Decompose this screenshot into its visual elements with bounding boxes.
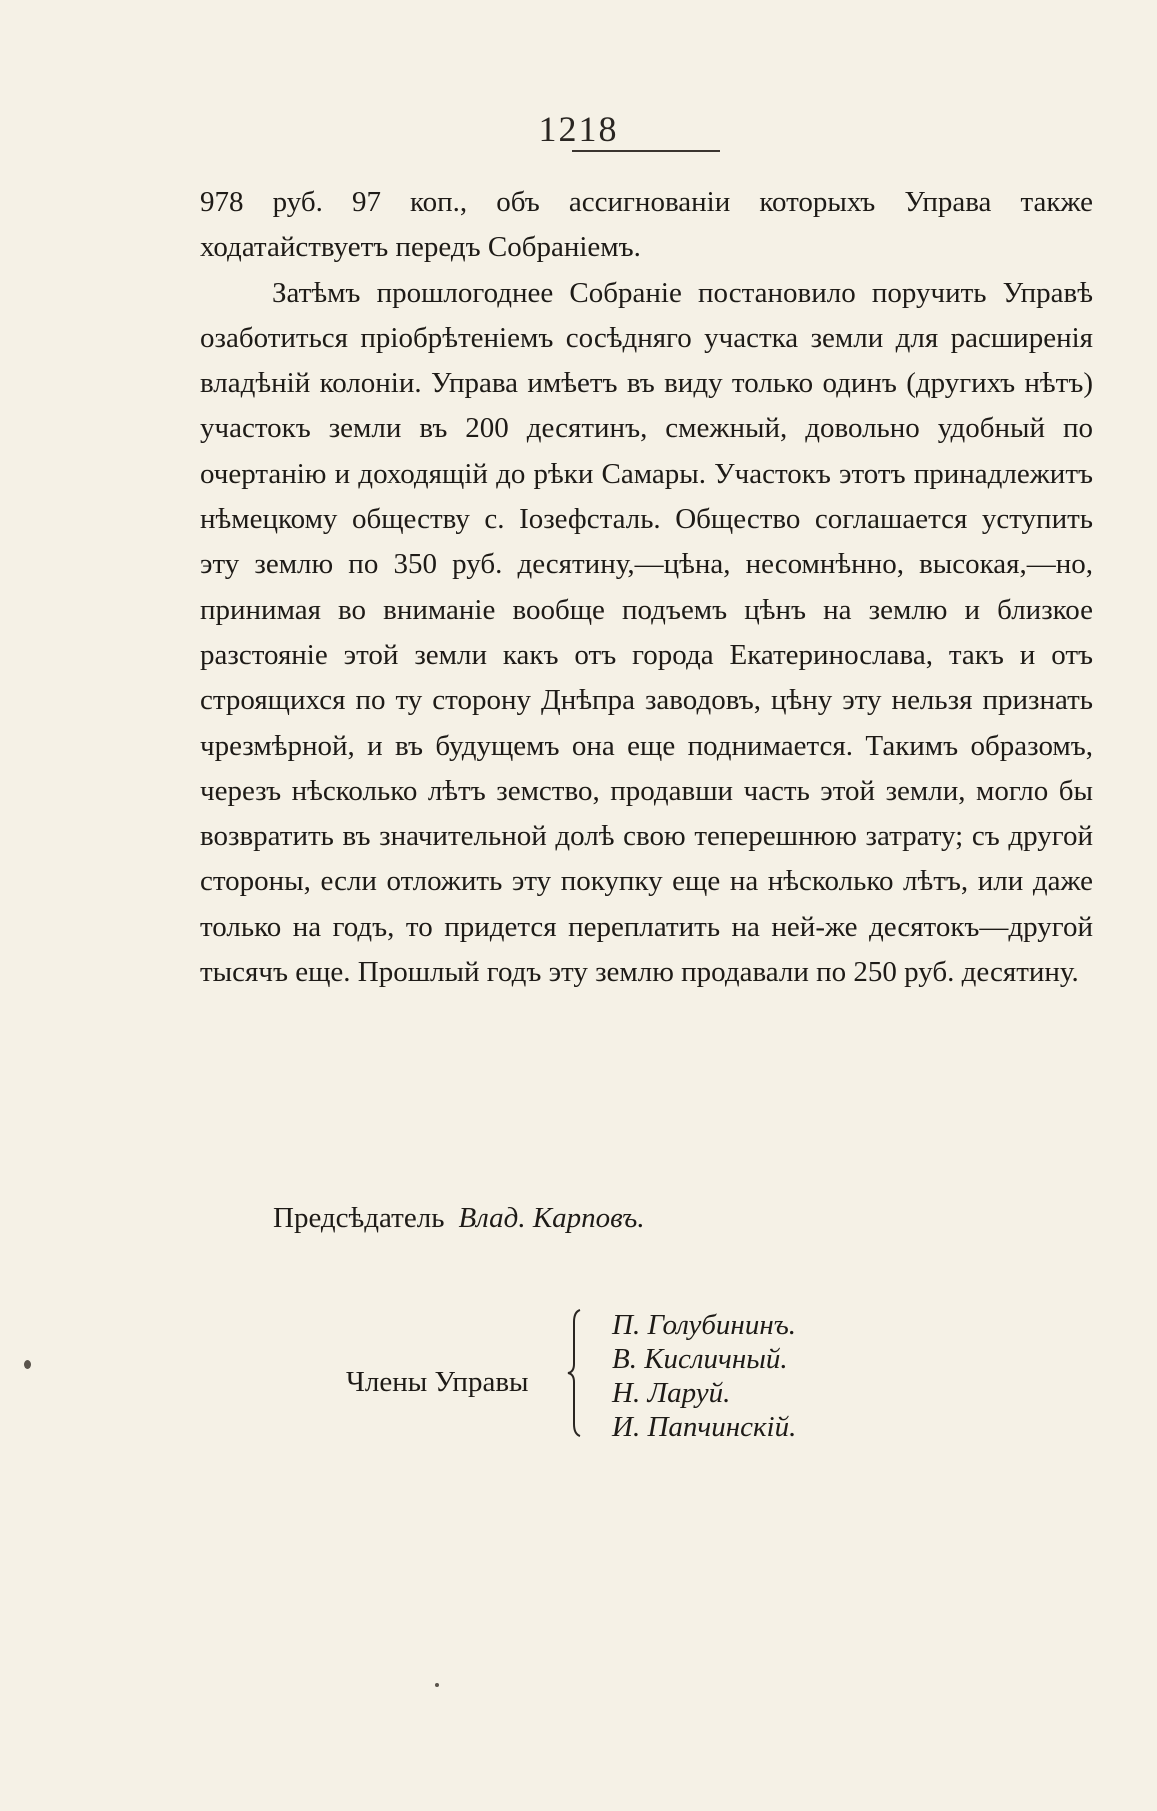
body-text	[200, 180, 1093, 995]
ink-speck	[24, 1360, 31, 1369]
chairman-title: Предсѣдатель	[273, 1202, 445, 1234]
chairman-signature	[273, 1198, 645, 1238]
ink-speck	[435, 1683, 439, 1687]
members-list	[612, 1308, 796, 1444]
paragraph-1: 978 руб. 97 коп., объ ассигнованіи которыхъ Управа также ходатайствуетъ передъ Собраніемъ.	[200, 186, 1093, 264]
paragraph-2: Затѣмъ прошлогоднее Собраніе постановило поручить Управѣ озаботиться пріобрѣтеніемъ сосѣдняго участка земли для расширенія владѣній колоніи. Управа имѣетъ въ виду только одинъ (другихъ нѣтъ) участокъ земли въ 200 десятинъ, смежный, довольно удобный по очертанію и доходящій до рѣки Самары. Участокъ этотъ принадлежитъ нѣмецкому обществу с. Іозефсталь. Общество соглашается уступить эту землю по 350 руб. десятину,—цѣна, несомнѣнно, высокая,—но, принимая во вниманіе вообще подъемъ цѣнъ на землю и близкое разстояніе этой земли какъ отъ города Екатеринослава, такъ и отъ строящихся по ту сторону Днѣпра заводовъ, цѣну эту нельзя признать чрезмѣрной, и въ будущемъ она еще поднимается. Такимъ образомъ, черезъ нѣсколько лѣтъ земство, продавши часть этой земли, могло бы возвратить въ значительной долѣ свою теперешнюю затрату; съ другой стороны, если отложить эту покупку еще на нѣсколько лѣтъ, или даже только на годъ, то придется переплатить на ней-же десятокъ—другой тысячъ еще. Прошлый годъ эту землю продавали по 250 руб. десятину.	[200, 276, 1093, 989]
member-name: Н. Ларуй.	[612, 1377, 731, 1409]
page-number-underline	[572, 150, 720, 152]
curly-brace	[566, 1308, 586, 1438]
members-title: Члены Управы	[346, 1366, 529, 1398]
chairman-name: Влад. Карповъ.	[458, 1202, 645, 1234]
page-number: 1218	[538, 109, 619, 149]
member-name: В. Кисличный.	[612, 1343, 788, 1375]
member-name: И. Папчинскій.	[612, 1411, 797, 1443]
member-name: П. Голубининъ.	[612, 1309, 797, 1341]
